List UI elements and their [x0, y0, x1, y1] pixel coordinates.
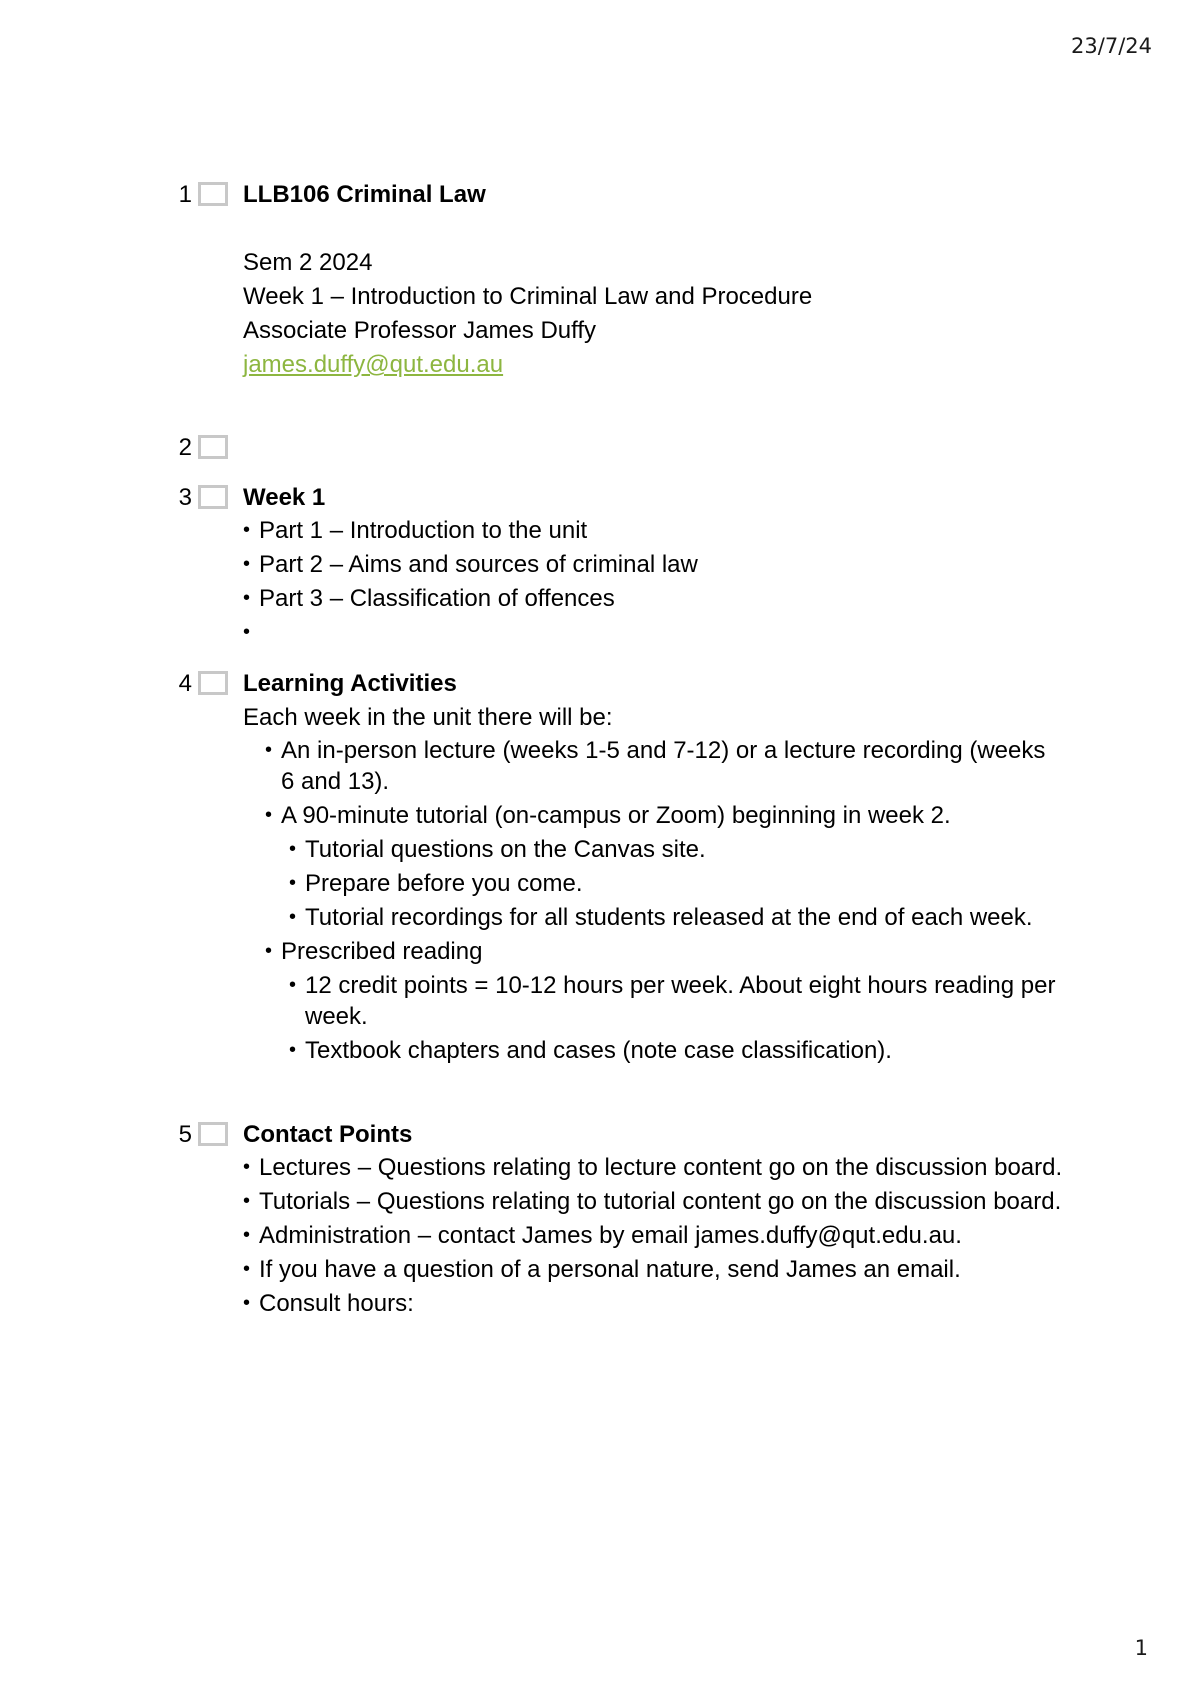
list-item: • Part 1 – Introduction to the unit [243, 515, 1063, 546]
slide-thumbnail [198, 1122, 228, 1146]
slide-title: Contact Points [243, 1121, 413, 1148]
slide-thumbnail [198, 671, 228, 695]
slide-number: 3 [178, 484, 192, 511]
list-item: • Tutorial recordings for all students released at the end of each week. [289, 902, 1063, 933]
slide-title: Learning Activities [243, 670, 457, 697]
week-topic-line: Week 1 – Introduction to Criminal Law and Procedure [243, 283, 813, 310]
page-date: 23/7/24 [1071, 34, 1152, 58]
list-item: • An in-person lecture (weeks 1-5 and 7-12) or a lecture recording (weeks 6 and 13). [265, 735, 1063, 797]
list-item: • Consult hours: [243, 1288, 1063, 1319]
page-number: 1 [1134, 1636, 1148, 1660]
semester-line: Sem 2 2024 [243, 249, 373, 276]
intro-text: Each week in the unit there will be: [243, 704, 613, 731]
list-item: • Administration – contact James by email james.duffy@qut.edu.au. [243, 1220, 1063, 1251]
slide-number: 1 [178, 181, 192, 208]
list-item: • Prescribed reading [265, 936, 1063, 967]
list-item: • 12 credit points = 10-12 hours per week. About eight hours reading per week. [289, 970, 1063, 1032]
slide-number: 4 [178, 670, 192, 697]
slide-number: 5 [178, 1121, 192, 1148]
slide-thumbnail [198, 485, 228, 509]
list-item: • Part 2 – Aims and sources of criminal law [243, 549, 1063, 580]
slide-thumbnail [198, 435, 228, 459]
list-item: • Prepare before you come. [289, 868, 1063, 899]
list-item: • Part 3 – Classification of offences [243, 583, 1063, 614]
slide-title: Week 1 [243, 484, 326, 511]
list-item: • Lectures – Questions relating to lecture content go on the discussion board. [243, 1152, 1063, 1183]
list-item: • A 90-minute tutorial (on-campus or Zoom) beginning in week 2. [265, 800, 1063, 831]
lecturer-name: Associate Professor James Duffy [243, 317, 597, 344]
slide-title: LLB106 Criminal Law [243, 181, 486, 208]
slide-thumbnail [198, 182, 228, 206]
list-item: • Textbook chapters and cases (note case classification). [289, 1035, 1063, 1066]
list-item: • Tutorials – Questions relating to tutorial content go on the discussion board. [243, 1186, 1063, 1217]
list-item: • If you have a question of a personal nature, send James an email. [243, 1254, 1063, 1285]
list-item: • Tutorial questions on the Canvas site. [289, 834, 1063, 865]
slide-number: 2 [178, 434, 192, 461]
lecturer-email-link[interactable]: james.duffy@qut.edu.au [243, 351, 504, 378]
